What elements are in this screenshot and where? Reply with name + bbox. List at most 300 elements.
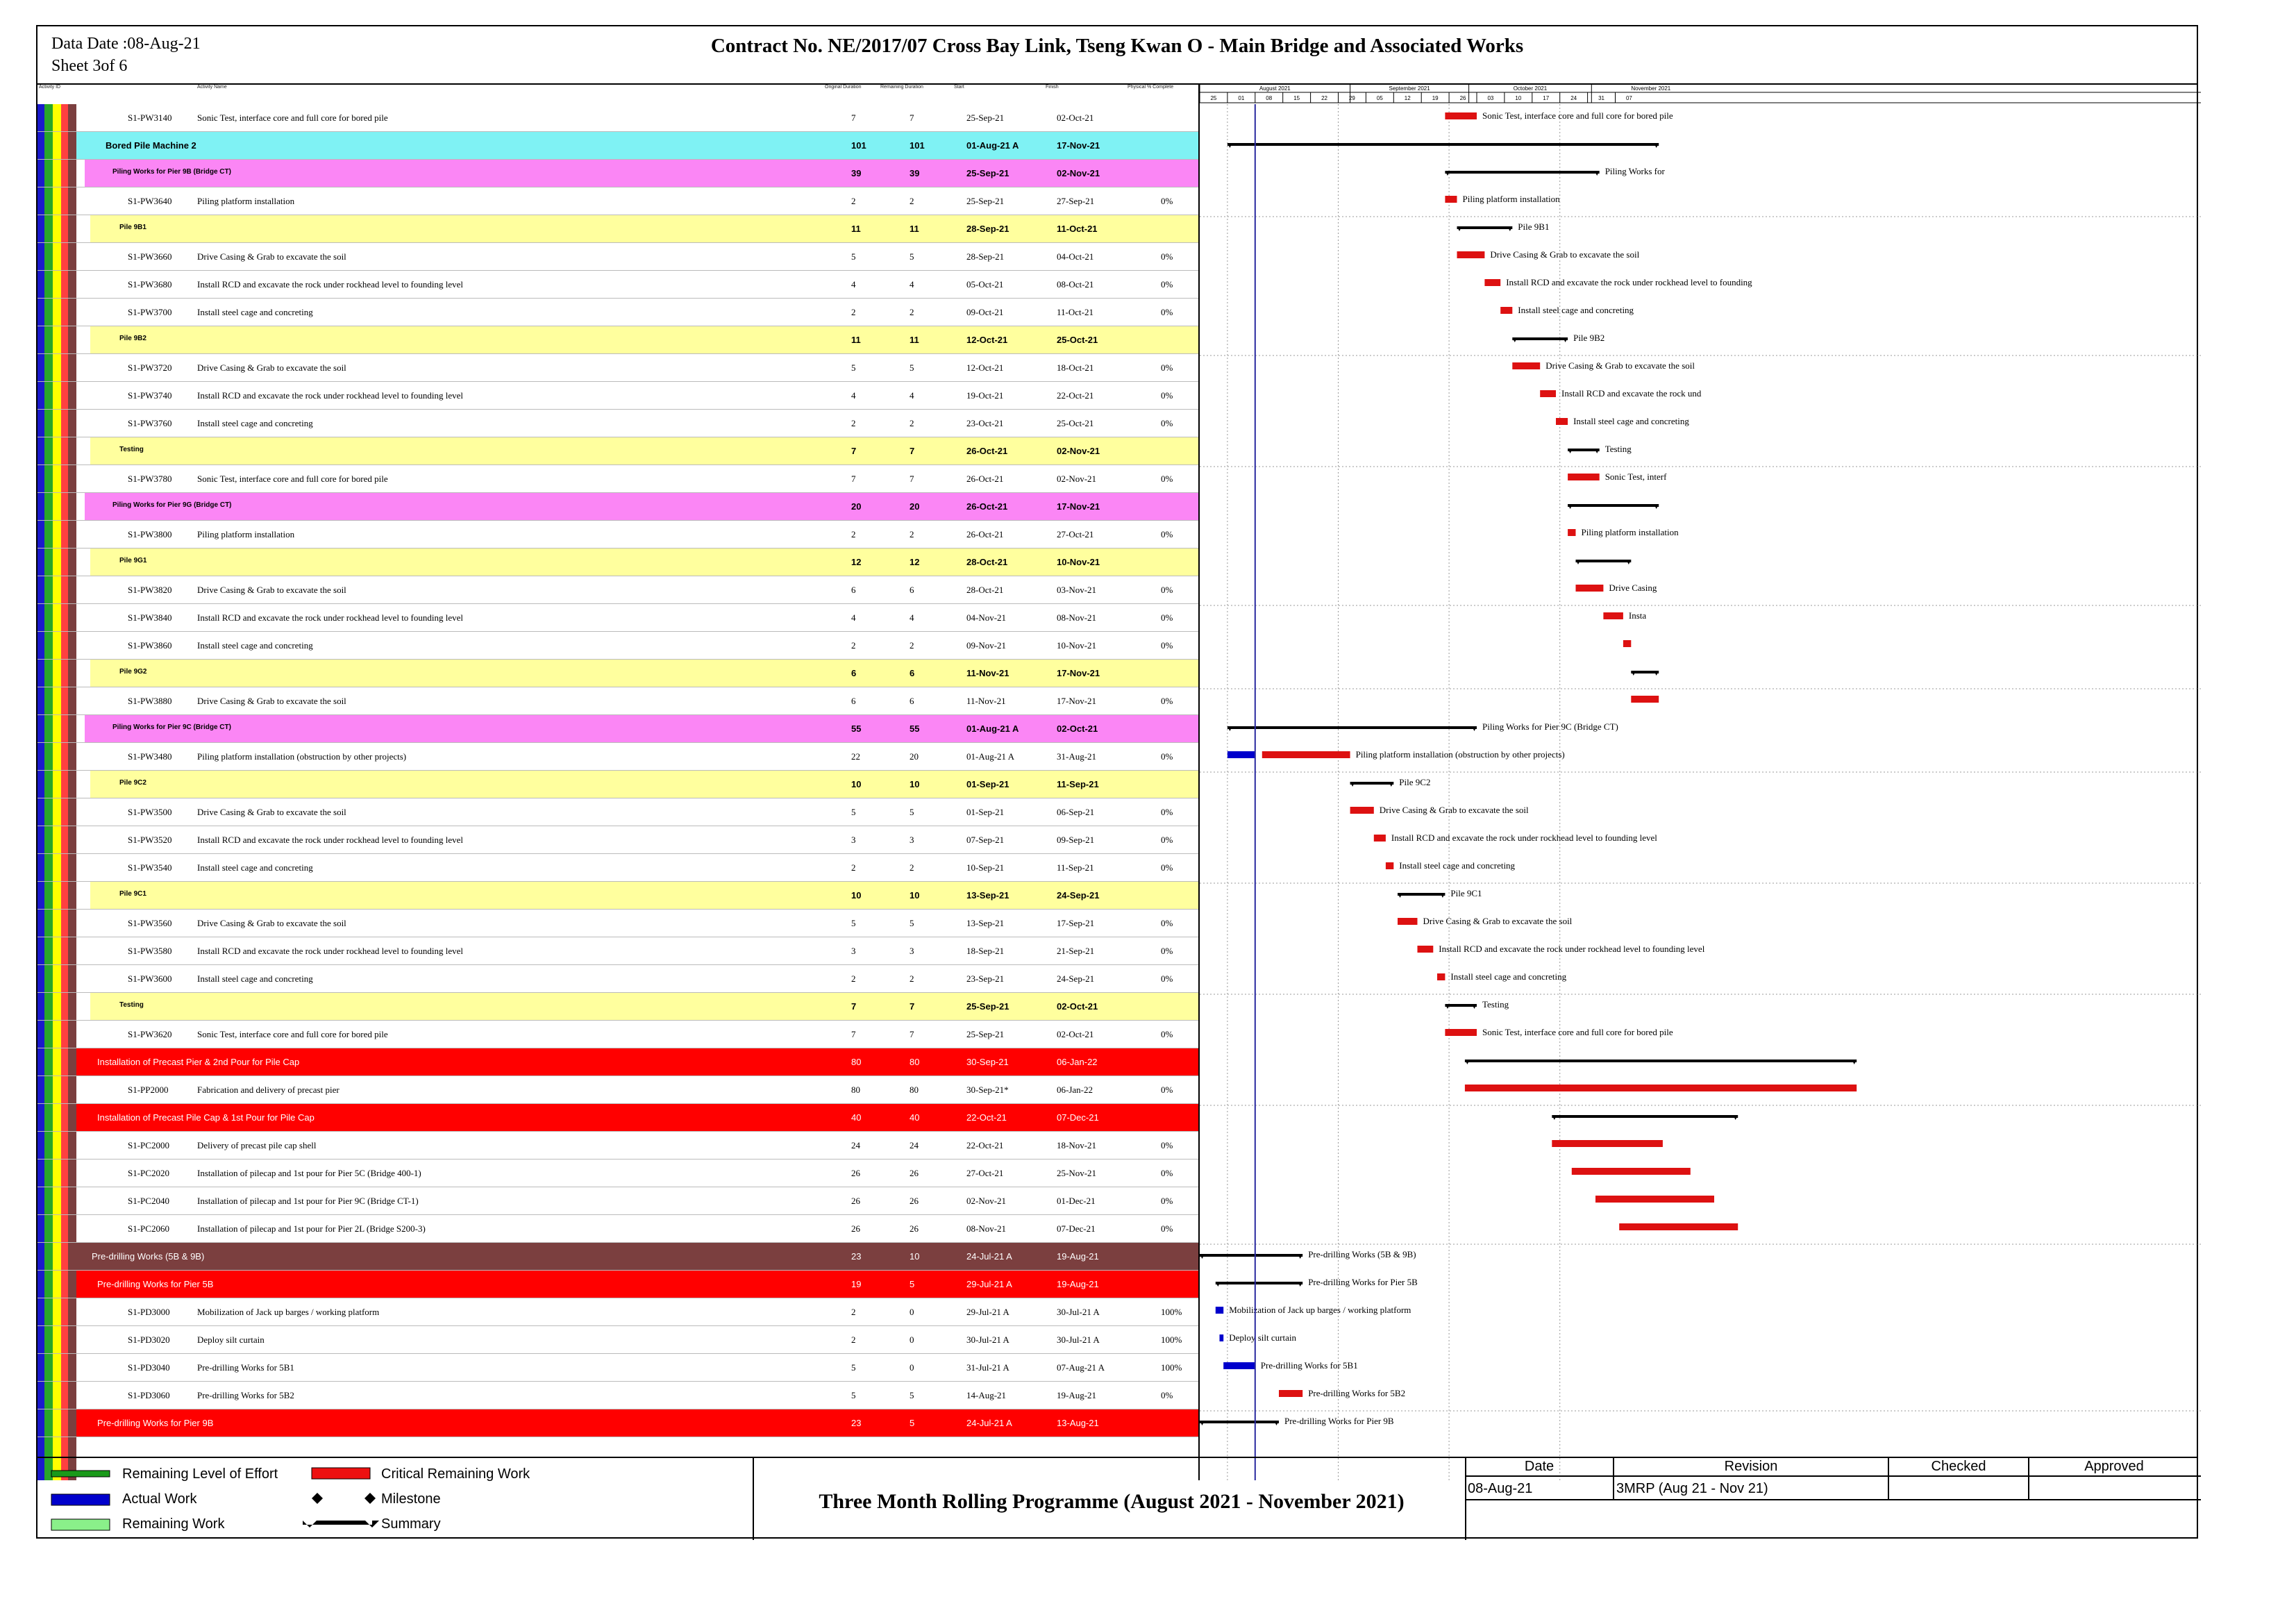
- start-date: 22-Oct-21: [966, 1112, 1007, 1123]
- start-date: 09-Nov-21: [966, 640, 1007, 651]
- finish-date: 19-Aug-21: [1057, 1390, 1097, 1400]
- legend-label-summary: Summary: [381, 1516, 441, 1532]
- activity-name: Sonic Test, interface core and full core for bored pile: [197, 1029, 388, 1039]
- remaining-duration: 2: [910, 307, 914, 317]
- week-label: 05: [1376, 95, 1383, 101]
- finish-date: 21-Sep-21: [1057, 946, 1095, 956]
- bar-label: Testing: [1604, 444, 1632, 454]
- start-date: 01-Aug-21 A: [966, 751, 1014, 762]
- activity-name: Drive Casing & Grab to excavate the soil: [197, 696, 346, 706]
- bar-label: Drive Casing & Grab to excavate the soil: [1379, 805, 1529, 815]
- activity-name: Drive Casing & Grab to excavate the soil: [197, 251, 346, 262]
- start-date: 12-Oct-21: [966, 335, 1008, 345]
- percent-complete: 0%: [1161, 251, 1173, 262]
- legend-label-level-of-effort: Remaining Level of Effort: [122, 1466, 278, 1482]
- activity-id: S1-PW3640: [128, 196, 172, 206]
- finish-date: 06-Jan-22: [1057, 1085, 1093, 1095]
- start-date: 26-Oct-21: [966, 501, 1008, 512]
- remaining-duration: 55: [910, 723, 920, 734]
- activity-name: Installation of pilecap and 1st pour for Pier 5C (Bridge 400-1): [197, 1168, 421, 1178]
- gantt-svg: [1200, 83, 2201, 1480]
- activity-name: Delivery of precast pile cap shell: [197, 1140, 317, 1150]
- activity-row[interactable]: [37, 826, 1198, 854]
- start-date: 25-Sep-21: [966, 1001, 1009, 1012]
- summary-bar: [1445, 1004, 1477, 1007]
- start-date: 19-Oct-21: [966, 390, 1004, 401]
- week-label: 08: [1266, 95, 1273, 101]
- band-name: Pile 9G1: [119, 557, 147, 564]
- remaining-duration: 6: [910, 668, 915, 678]
- band-name: Piling Works for Pier 9C (Bridge CT): [112, 723, 231, 731]
- summary-bar: [1465, 1060, 1857, 1062]
- activity-id: S1-PW3720: [128, 362, 172, 373]
- summary-bar: [1552, 1115, 1738, 1118]
- bar-label: Install RCD and excavate the rock und: [1561, 388, 1702, 399]
- original-duration: 10: [851, 890, 862, 901]
- percent-complete: 0%: [1161, 1390, 1173, 1400]
- original-duration: 23: [851, 1418, 862, 1428]
- activity-id: S1-PC2020: [128, 1168, 169, 1178]
- activity-row[interactable]: [37, 187, 1198, 215]
- week-label: 31: [1598, 95, 1605, 101]
- finish-date: 07-Dec-21: [1057, 1223, 1096, 1234]
- week-label: 22: [1321, 95, 1328, 101]
- legend-swatch-level-of-effort: [51, 1471, 110, 1477]
- finish-date: 02-Oct-21: [1057, 1029, 1094, 1039]
- original-duration: 40: [851, 1112, 862, 1123]
- activity-row[interactable]: [37, 243, 1198, 271]
- activity-id: S1-PW3880: [128, 696, 172, 706]
- critical-remaining-bar: [1556, 418, 1568, 425]
- col-activity-name: Activity Name: [197, 85, 227, 90]
- activity-row[interactable]: [37, 910, 1198, 937]
- activity-name: Install steel cage and concreting: [197, 973, 313, 984]
- gantt-chart: [1198, 83, 2201, 1480]
- bar-label: Install steel cage and concreting: [1399, 860, 1516, 871]
- critical-remaining-bar: [1603, 612, 1623, 619]
- original-duration: 12: [851, 557, 862, 567]
- finish-date: 11-Oct-21: [1057, 224, 1098, 234]
- finish-date: 19-Aug-21: [1057, 1279, 1099, 1289]
- month-label: August 2021: [1259, 85, 1291, 92]
- month-label: November 2021: [1631, 85, 1671, 92]
- percent-complete: 0%: [1161, 585, 1173, 595]
- wbs-band-row[interactable]: [37, 882, 1198, 910]
- remaining-duration: 11: [910, 335, 919, 345]
- start-date: 25-Sep-21: [966, 168, 1009, 178]
- finish-date: 30-Jul-21 A: [1057, 1307, 1100, 1317]
- activity-row[interactable]: [37, 965, 1198, 993]
- week-label: 12: [1404, 95, 1411, 101]
- activity-row[interactable]: [37, 521, 1198, 549]
- percent-complete: 0%: [1161, 1029, 1173, 1039]
- percent-complete: 0%: [1161, 862, 1173, 873]
- critical-remaining-bar: [1576, 585, 1604, 592]
- finish-date: 24-Sep-21: [1057, 890, 1100, 901]
- remaining-duration: 4: [910, 612, 914, 623]
- finish-date: 31-Aug-21: [1057, 751, 1097, 762]
- table-value-revision: 3MRP (Aug 21 - Nov 21): [1616, 1481, 1768, 1496]
- bar-label: Sonic Test, interface core and full core for bored pile: [1482, 110, 1673, 121]
- remaining-duration: 5: [910, 918, 914, 928]
- start-date: 26-Oct-21: [966, 446, 1008, 456]
- activity-name: Install steel cage and concreting: [197, 418, 313, 428]
- start-date: 30-Sep-21*: [966, 1085, 1009, 1095]
- table-header-revision: Revision: [1724, 1459, 1778, 1474]
- band-name: Pile 9B2: [119, 335, 146, 342]
- activity-row[interactable]: [37, 604, 1198, 632]
- activity-row[interactable]: [37, 937, 1198, 965]
- start-date: 25-Sep-21: [966, 1029, 1005, 1039]
- summary-bar: [1512, 337, 1568, 340]
- band-name: Pile 9G2: [119, 668, 147, 676]
- bar-label: Pile 9C2: [1399, 777, 1431, 787]
- activity-name: Install steel cage and concreting: [197, 307, 313, 317]
- start-date: 01-Sep-21: [966, 779, 1009, 789]
- bar-label: Piling platform installation (obstruction by other projects): [1355, 749, 1565, 760]
- band-name: Pile 9C1: [119, 890, 146, 898]
- start-date: 01-Aug-21 A: [966, 140, 1019, 151]
- activity-id: S1-PD3020: [128, 1334, 170, 1345]
- start-date: 24-Jul-21 A: [966, 1251, 1012, 1262]
- critical-remaining-bar: [1386, 862, 1393, 869]
- wbs-band-row[interactable]: [37, 215, 1198, 243]
- activity-id: S1-PW3520: [128, 835, 172, 845]
- activity-id: S1-PW3660: [128, 251, 172, 262]
- activity-row[interactable]: [37, 104, 1198, 132]
- original-duration: 4: [851, 390, 856, 401]
- bar-label: Pre-drilling Works for 5B2: [1308, 1388, 1406, 1398]
- finish-date: 06-Sep-21: [1057, 807, 1095, 817]
- bar-label: Piling platform installation: [1462, 194, 1560, 204]
- activity-name: Install RCD and excavate the rock under rockhead level to founding level: [197, 946, 464, 956]
- activity-id: S1-PW3800: [128, 529, 172, 539]
- legend-label-critical: Critical Remaining Work: [381, 1466, 530, 1482]
- bar-label: Insta: [1628, 610, 1647, 621]
- remaining-duration: 0: [910, 1334, 914, 1345]
- finish-date: 17-Nov-21: [1057, 696, 1097, 706]
- wbs-band-row[interactable]: [37, 437, 1198, 465]
- wbs-band-row[interactable]: [37, 993, 1198, 1021]
- wbs-band-row[interactable]: [37, 660, 1198, 687]
- col-start: Start: [954, 85, 964, 90]
- original-duration: 7: [851, 446, 857, 456]
- week-label: 25: [1210, 95, 1217, 101]
- bar-label: Testing: [1482, 999, 1509, 1010]
- start-date: 24-Jul-21 A: [966, 1418, 1012, 1428]
- original-duration: 2: [851, 529, 856, 539]
- week-label: 26: [1459, 95, 1466, 101]
- critical-remaining-bar: [1619, 1223, 1738, 1230]
- activity-id: S1-PW3560: [128, 918, 172, 928]
- activity-id: S1-PW3740: [128, 390, 172, 401]
- activity-row[interactable]: [37, 299, 1198, 326]
- activity-name: Drive Casing & Grab to excavate the soil: [197, 362, 346, 373]
- finish-date: 04-Oct-21: [1057, 251, 1094, 262]
- actual-work-bar: [1216, 1307, 1223, 1314]
- finish-date: 02-Nov-21: [1057, 446, 1100, 456]
- activity-row[interactable]: [37, 410, 1198, 437]
- activity-id: S1-PW3580: [128, 946, 172, 956]
- finish-date: 06-Jan-22: [1057, 1057, 1098, 1067]
- original-duration: 7: [851, 112, 856, 123]
- remaining-duration: 2: [910, 418, 914, 428]
- activity-id: S1-PW3780: [128, 474, 172, 484]
- remaining-duration: 26: [910, 1168, 919, 1178]
- summary-bar: [1445, 171, 1599, 174]
- critical-remaining-bar: [1512, 362, 1540, 369]
- table-header-approved: Approved: [2084, 1459, 2144, 1474]
- activity-row[interactable]: [37, 1382, 1198, 1409]
- bar-label: Pre-drilling Works for Pier 9B: [1284, 1416, 1394, 1426]
- activity-row[interactable]: [37, 1326, 1198, 1354]
- wbs-band-row[interactable]: [37, 1409, 1198, 1437]
- remaining-duration: 7: [910, 1001, 915, 1012]
- activity-row[interactable]: [37, 465, 1198, 493]
- finish-date: 08-Nov-21: [1057, 612, 1097, 623]
- legend-label-milestone: Milestone: [381, 1491, 441, 1507]
- week-label: 17: [1543, 95, 1550, 101]
- remaining-duration: 2: [910, 862, 914, 873]
- original-duration: 4: [851, 279, 856, 290]
- band-name: Pile 9B1: [119, 224, 146, 231]
- activity-id: S1-PW3600: [128, 973, 172, 984]
- original-duration: 5: [851, 1390, 856, 1400]
- percent-complete: 0%: [1161, 1085, 1173, 1095]
- wbs-band-row[interactable]: [37, 1271, 1198, 1298]
- activity-name: Install RCD and excavate the rock under rockhead level to founding level: [197, 835, 464, 845]
- finish-date: 02-Nov-21: [1057, 474, 1097, 484]
- percent-complete: 100%: [1161, 1307, 1182, 1317]
- bar-label: Drive Casing & Grab to excavate the soil: [1545, 360, 1695, 371]
- wbs-band-row[interactable]: [37, 493, 1198, 521]
- band-name: Pre-drilling Works for Pier 9B: [97, 1418, 214, 1428]
- critical-remaining-bar: [1445, 112, 1477, 119]
- start-date: 01-Aug-21 A: [966, 723, 1019, 734]
- finish-date: 25-Oct-21: [1057, 335, 1098, 345]
- band-name: Testing: [119, 1001, 144, 1009]
- wbs-band-row[interactable]: [37, 1243, 1198, 1271]
- percent-complete: 0%: [1161, 196, 1173, 206]
- remaining-duration: 5: [910, 807, 914, 817]
- percent-complete: 0%: [1161, 1196, 1173, 1206]
- week-label: 10: [1515, 95, 1522, 101]
- original-duration: 80: [851, 1057, 862, 1067]
- activity-row[interactable]: [37, 1354, 1198, 1382]
- activity-name: Install steel cage and concreting: [197, 862, 313, 873]
- critical-remaining-bar: [1437, 973, 1445, 980]
- critical-remaining-bar: [1623, 640, 1631, 647]
- activity-name: Drive Casing & Grab to excavate the soil: [197, 807, 346, 817]
- original-duration: 23: [851, 1251, 862, 1262]
- remaining-duration: 10: [910, 1251, 920, 1262]
- percent-complete: 0%: [1161, 418, 1173, 428]
- percent-complete: 0%: [1161, 946, 1173, 956]
- col-finish: Finish: [1046, 85, 1059, 90]
- finish-date: 13-Aug-21: [1057, 1418, 1099, 1428]
- critical-remaining-bar: [1398, 918, 1418, 925]
- original-duration: 3: [851, 835, 856, 845]
- finish-date: 02-Oct-21: [1057, 1001, 1098, 1012]
- original-duration: 6: [851, 696, 856, 706]
- percent-complete: 0%: [1161, 696, 1173, 706]
- critical-remaining-bar: [1568, 474, 1600, 480]
- critical-remaining-bar: [1500, 307, 1512, 314]
- activity-row[interactable]: [37, 1187, 1198, 1215]
- remaining-duration: 10: [910, 779, 920, 789]
- activity-row[interactable]: [37, 382, 1198, 410]
- critical-remaining-bar: [1631, 696, 1659, 703]
- legend-label-remaining: Remaining Work: [122, 1516, 225, 1532]
- activity-row[interactable]: [37, 354, 1198, 382]
- percent-complete: 0%: [1161, 835, 1173, 845]
- band-name: Bored Pile Machine 2: [106, 140, 196, 151]
- band-name: Pile 9C2: [119, 779, 146, 787]
- bar-label: Pre-drilling Works for 5B1: [1260, 1360, 1358, 1371]
- bar-label: Install steel cage and concreting: [1518, 305, 1634, 315]
- start-date: 28-Sep-21: [966, 251, 1005, 262]
- remaining-duration: 2: [910, 640, 914, 651]
- finish-date: 17-Nov-21: [1057, 668, 1100, 678]
- programme-title: Three Month Rolling Programme (August 2021 - November 2021): [819, 1490, 1405, 1513]
- percent-complete: 100%: [1161, 1362, 1182, 1373]
- bar-label: Install steel cage and concreting: [1573, 416, 1689, 426]
- percent-complete: 0%: [1161, 918, 1173, 928]
- activity-id: S1-PW3760: [128, 418, 172, 428]
- critical-remaining-bar: [1465, 1085, 1857, 1091]
- remaining-duration: 0: [910, 1362, 914, 1373]
- start-date: 18-Sep-21: [966, 946, 1005, 956]
- bar-label: Install steel cage and concreting: [1450, 971, 1567, 982]
- finish-date: 01-Dec-21: [1057, 1196, 1096, 1206]
- legend-label-actual: Actual Work: [122, 1491, 197, 1507]
- percent-complete: 0%: [1161, 1223, 1173, 1234]
- bar-label: Install RCD and excavate the rock under rockhead level to founding: [1506, 277, 1752, 287]
- contract-title: Contract No. NE/2017/07 Cross Bay Link, Tseng Kwan O - Main Bridge and Associated Works: [710, 35, 1524, 57]
- start-date: 29-Jul-21 A: [966, 1307, 1009, 1317]
- summary-bar: [1568, 504, 1659, 507]
- wbs-band-row[interactable]: [37, 1048, 1198, 1076]
- activity-name: Install RCD and excavate the rock under rockhead level to founding level: [197, 279, 464, 290]
- bar-label: Sonic Test, interf: [1604, 471, 1667, 482]
- remaining-duration: 7: [910, 112, 914, 123]
- finish-date: 19-Aug-21: [1057, 1251, 1099, 1262]
- activity-row[interactable]: [37, 1132, 1198, 1160]
- wbs-band-row[interactable]: [37, 1104, 1198, 1132]
- wbs-band-row[interactable]: [37, 160, 1198, 187]
- start-date: 12-Oct-21: [966, 362, 1004, 373]
- activity-row[interactable]: [37, 576, 1198, 604]
- week-label: 19: [1432, 95, 1439, 101]
- original-duration: 4: [851, 612, 856, 623]
- percent-complete: 0%: [1161, 362, 1173, 373]
- summary-bar: [1350, 782, 1394, 785]
- finish-date: 08-Oct-21: [1057, 279, 1094, 290]
- actual-work-bar: [1223, 1362, 1255, 1369]
- activity-row[interactable]: [37, 854, 1198, 882]
- start-date: 25-Sep-21: [966, 112, 1005, 123]
- activity-id: S1-PD3000: [128, 1307, 170, 1317]
- activity-row[interactable]: [37, 1215, 1198, 1243]
- remaining-duration: 26: [910, 1196, 919, 1206]
- activity-row[interactable]: [37, 798, 1198, 826]
- activity-id: S1-PC2060: [128, 1223, 169, 1234]
- col-activity-id: Activity ID: [39, 85, 61, 90]
- data-date: Data Date :08-Aug-21: [51, 35, 201, 53]
- wbs-band-row[interactable]: [37, 771, 1198, 798]
- percent-complete: 0%: [1161, 751, 1173, 762]
- percent-complete: 0%: [1161, 807, 1173, 817]
- remaining-duration: 5: [910, 1390, 914, 1400]
- activity-row[interactable]: [37, 271, 1198, 299]
- remaining-duration: 5: [910, 362, 914, 373]
- activity-row[interactable]: [37, 1021, 1198, 1048]
- original-duration: 2: [851, 640, 856, 651]
- summary-bar: [1216, 1282, 1302, 1284]
- start-date: 28-Sep-21: [966, 224, 1009, 234]
- percent-complete: 0%: [1161, 279, 1173, 290]
- activity-row[interactable]: [37, 687, 1198, 715]
- remaining-duration: 4: [910, 390, 914, 401]
- wbs-band-row[interactable]: [37, 549, 1198, 576]
- activity-name: Installation of pilecap and 1st pour for Pier 2L (Bridge S200-3): [197, 1223, 426, 1234]
- percent-complete: 0%: [1161, 973, 1173, 984]
- original-duration: 80: [851, 1085, 860, 1095]
- remaining-duration: 2: [910, 973, 914, 984]
- legend-swatch-critical: [312, 1468, 370, 1479]
- remaining-duration: 3: [910, 835, 914, 845]
- start-date: 13-Sep-21: [966, 890, 1009, 901]
- remaining-duration: 80: [910, 1085, 919, 1095]
- finish-date: 11-Sep-21: [1057, 862, 1094, 873]
- activity-row[interactable]: [37, 1076, 1198, 1104]
- bar-label: Mobilization of Jack up barges / working platform: [1229, 1305, 1411, 1315]
- start-date: 22-Oct-21: [966, 1140, 1004, 1150]
- legend-swatch-milestone: [312, 1493, 376, 1504]
- bar-label: Sonic Test, interface core and full core for bored pile: [1482, 1027, 1673, 1037]
- summary-bar: [1227, 143, 1659, 146]
- wbs-band-row[interactable]: [37, 715, 1198, 743]
- start-date: 31-Jul-21 A: [966, 1362, 1009, 1373]
- activity-row[interactable]: [37, 743, 1198, 771]
- critical-remaining-bar: [1572, 1168, 1691, 1175]
- summary-bar: [1200, 1421, 1279, 1423]
- critical-remaining-bar: [1445, 1029, 1477, 1036]
- activity-name: Install RCD and excavate the rock under rockhead level to founding level: [197, 390, 464, 401]
- activity-name: Deploy silt curtain: [197, 1334, 265, 1345]
- start-date: 26-Oct-21: [966, 529, 1004, 539]
- activity-id: S1-PD3060: [128, 1390, 170, 1400]
- activity-row[interactable]: [37, 1298, 1198, 1326]
- activity-row[interactable]: [37, 632, 1198, 660]
- activity-id: S1-PW3860: [128, 640, 172, 651]
- activity-name: Piling platform installation: [197, 529, 295, 539]
- remaining-duration: 5: [910, 251, 914, 262]
- bar-label: Drive Casing: [1609, 583, 1657, 593]
- original-duration: 24: [851, 1140, 860, 1150]
- start-date: 28-Oct-21: [966, 557, 1008, 567]
- original-duration: 2: [851, 418, 856, 428]
- band-name: Installation of Precast Pier & 2nd Pour for Pile Cap: [97, 1057, 300, 1067]
- wbs-band-row[interactable]: [37, 132, 1198, 160]
- remaining-duration: 20: [910, 501, 920, 512]
- percent-complete: 0%: [1161, 640, 1173, 651]
- week-label: 24: [1570, 95, 1577, 101]
- activity-row[interactable]: [37, 1160, 1198, 1187]
- wbs-band-row[interactable]: [37, 326, 1198, 354]
- original-duration: 7: [851, 1001, 857, 1012]
- remaining-duration: 7: [910, 446, 915, 456]
